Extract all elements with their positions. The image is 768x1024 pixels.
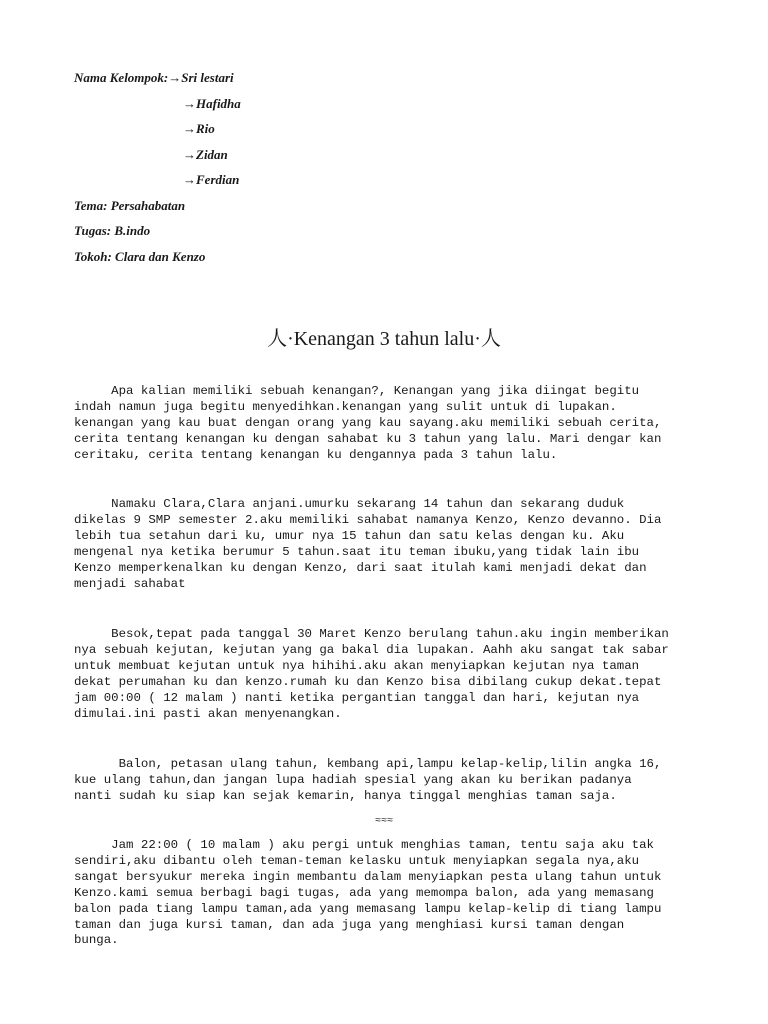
section-divider: ≈≈≈ [374, 816, 393, 827]
paragraph-line: dikelas 9 SMP semester 2.aku memiliki sahabat namanya Kenzo, Kenzo devanno. Dia [74, 512, 662, 527]
paragraph-line: mengenal nya ketika berumur 5 tahun.saat itu teman ibuku,yang tidak lain ibu [74, 544, 640, 559]
paragraph-line: ceritaku, cerita tentang kenangan ku dengannya pada 3 tahun lalu. [74, 447, 558, 462]
paragraph-line: sendiri,aku dibantu oleh teman-teman kelasku untuk menyiapkan segala nya,aku [74, 853, 640, 868]
paragraph-line: kue ulang tahun,dan jangan lupa hadiah spesial yang akan ku berikan padanya [74, 772, 632, 787]
member-4: →Zidan [183, 147, 228, 162]
paragraph-2 [74, 497, 694, 592]
paragraph-line: sangat bersyukur mereka ingin membantu dalam menyiapkan pesta ulang tahun untuk [74, 869, 662, 884]
paragraph-line: Besok,tepat pada tanggal 30 Maret Kenzo berulang tahun.aku ingin memberikan [74, 627, 669, 641]
paragraph-line: kenangan yang kau buat dengan orang yang kau sayang.aku memiliki sebuah cerita, [74, 415, 662, 430]
task-line: Tugas: B.indo [74, 223, 151, 238]
paragraph-line: untuk membuat kejutan untuk nya hihihi.aku akan menyiapkan kejutan nya taman [74, 658, 640, 673]
paragraph-line: dekat perumahan ku dan kenzo.rumah ku dan Kenzo bisa dibilang cukup dekat.tepat [74, 674, 662, 689]
paragraph-line: Balon, petasan ulang tahun, kembang api,lampu kelap-kelip,lilin angka 16, [74, 757, 662, 771]
paragraph-line: Namaku Clara,Clara anjani.umurku sekarang 14 tahun dan sekarang duduk [74, 497, 625, 511]
paragraph-5 [74, 838, 694, 949]
paragraph-line: dimulai.ini pasti akan menyenangkan. [74, 706, 342, 721]
paragraph-line: jam 00:00 ( 12 malam ) nanti ketika pergantian tanggal dan hari, kejutan nya [74, 690, 640, 705]
characters-line: Tokoh: Clara dan Kenzo [74, 249, 206, 264]
paragraph-line: taman dan juga kursi taman, dan ada juga yang menghiasi kursi taman dengan [74, 917, 625, 932]
member-3: →Rio [183, 121, 215, 136]
paragraph-line: indah namun juga begitu menyedihkan.kenangan yang sulit untuk di lupakan. [74, 399, 617, 414]
paragraph-line: menjadi sahabat [74, 576, 186, 591]
paragraph-line: Kenzo memperkenalkan ku dengan Kenzo, dari saat itulah kami menjadi dekat dan [74, 560, 647, 575]
member-1: →Sri lestari [168, 70, 234, 85]
paragraph-line: nya sebuah kejutan, kejutan yang ga bakal dia lupakan. Aahh aku sangat tak sabar [74, 642, 669, 657]
paragraph-line: balon pada tiang lampu taman,ada yang memasang lampu kelap-kelip di tiang lampu [74, 901, 662, 916]
member-5: →Ferdian [183, 172, 240, 187]
story-title: 人·Kenangan 3 tahun lalu·人 [267, 328, 501, 350]
group-label-line [74, 70, 234, 86]
paragraph-4 [74, 757, 694, 805]
paragraph-1 [74, 384, 694, 464]
paragraph-line: bunga. [74, 933, 119, 948]
theme-line: Tema: Persahabatan [74, 198, 186, 213]
paragraph-line: nanti sudah ku siap kan sejak kemarin, hanya tinggal menghias taman saja. [74, 788, 617, 803]
member-2: →Hafidha [183, 96, 241, 111]
paragraph-3 [74, 627, 694, 722]
paragraph-line: Jam 22:00 ( 10 malam ) aku pergi untuk menghias taman, tentu saja aku tak [74, 838, 654, 852]
paragraph-line: lebih tua setahun dari ku, umur nya 15 tahun dan satu kelas dengan ku. Aku [74, 528, 625, 543]
paragraph-line: Apa kalian memiliki sebuah kenangan?, Kenangan yang jika diingat begitu [74, 384, 640, 398]
group-label: Nama Kelompok: [74, 70, 169, 85]
paragraph-line: cerita tentang kenangan ku dengan sahabat ku 3 tahun yang lalu. Mari dengar kan [74, 431, 662, 446]
paragraph-line: Kenzo.kami semua berbagi bagi tugas, ada yang memompa balon, ada yang memasang [74, 885, 654, 900]
